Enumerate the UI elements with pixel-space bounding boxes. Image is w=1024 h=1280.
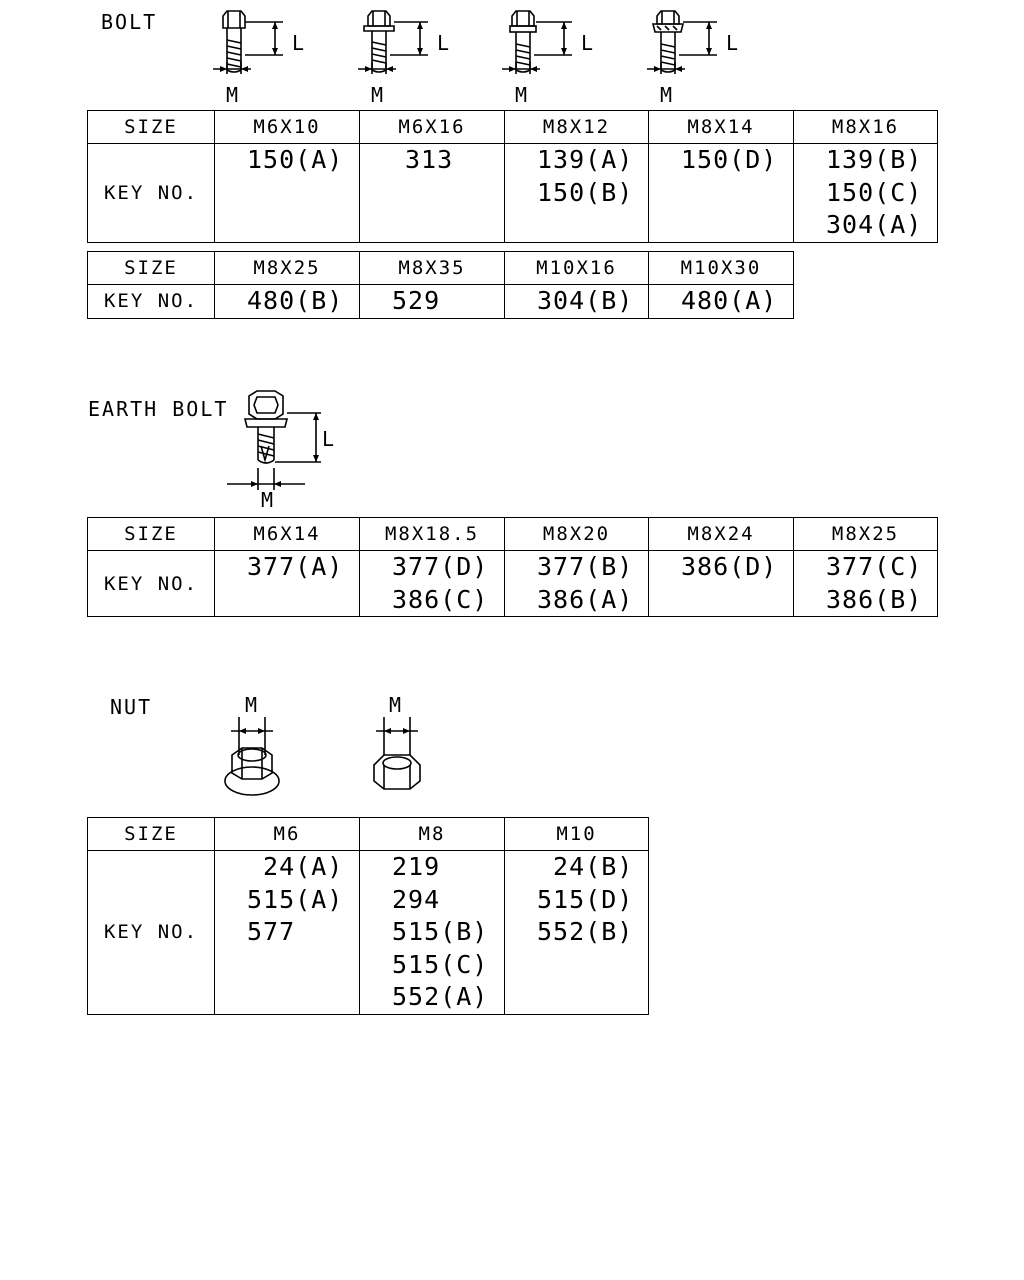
key-no-label: KEY NO. bbox=[88, 551, 215, 617]
key-no-label: KEY NO. bbox=[88, 144, 215, 243]
bolt-hex-icon bbox=[205, 6, 315, 106]
key-number: 24(A) bbox=[247, 852, 344, 881]
size-cell: M8X25 bbox=[794, 518, 938, 551]
key-number: 386(C) bbox=[392, 584, 489, 614]
key-no-label: KEY NO. bbox=[88, 851, 215, 1015]
key-number: 552(B) bbox=[537, 917, 634, 946]
key-cell bbox=[649, 551, 794, 617]
key-number: 24(B) bbox=[537, 852, 634, 881]
key-number: 139(B) bbox=[826, 145, 923, 174]
key-cell bbox=[360, 144, 505, 243]
key-number: 219 bbox=[392, 852, 441, 881]
bolt4-dim-m: M bbox=[660, 83, 675, 107]
key-cell bbox=[794, 144, 938, 243]
key-cell bbox=[505, 144, 649, 243]
size-cell: M8X16 bbox=[794, 111, 938, 144]
nut2-dim-m: M bbox=[389, 693, 404, 717]
key-number: 150(D) bbox=[681, 145, 778, 174]
size-cell: M8X18.5 bbox=[360, 518, 505, 551]
key-number: 150(A) bbox=[247, 145, 344, 174]
size-cell: M10X16 bbox=[505, 252, 649, 285]
nut-size-table bbox=[87, 817, 649, 1015]
key-number: 139(A) bbox=[537, 145, 634, 174]
bolt2-dim-l: L bbox=[437, 31, 452, 55]
key-cell bbox=[649, 285, 794, 319]
table-row bbox=[88, 818, 649, 851]
bolt2-dim-m: M bbox=[371, 83, 386, 107]
key-number: 377(B) bbox=[537, 552, 634, 581]
key-cell bbox=[215, 551, 360, 617]
key-number: 577 bbox=[247, 917, 296, 946]
key-number: 313 bbox=[405, 145, 454, 174]
bolt-lock-flange-icon bbox=[639, 6, 749, 106]
earth-bolt-dim-l: L bbox=[322, 427, 337, 451]
bolt-size-table-1 bbox=[87, 110, 938, 243]
key-number: 480(A) bbox=[681, 286, 778, 315]
key-number: 377(A) bbox=[247, 552, 344, 581]
key-number: 552(A) bbox=[392, 982, 489, 1011]
table-row bbox=[88, 285, 794, 319]
table-row bbox=[88, 252, 794, 285]
size-cell: M8X14 bbox=[649, 111, 794, 144]
key-cell bbox=[794, 551, 938, 617]
size-cell: M8X25 bbox=[215, 252, 360, 285]
size-cell: M8X35 bbox=[360, 252, 505, 285]
table-row bbox=[88, 144, 938, 243]
size-cell: M8X20 bbox=[505, 518, 649, 551]
hex-nut-icon bbox=[360, 715, 440, 805]
key-number: 386(B) bbox=[826, 584, 923, 614]
key-number: 304(A) bbox=[826, 210, 923, 239]
flange-nut-icon bbox=[215, 715, 295, 805]
key-number: 377(C) bbox=[826, 552, 923, 581]
nut-title: NUT bbox=[110, 695, 153, 719]
key-number: 515(B) bbox=[392, 917, 489, 946]
earth-bolt-size-table bbox=[87, 517, 938, 617]
size-cell: M8X12 bbox=[505, 111, 649, 144]
key-cell bbox=[505, 851, 649, 1015]
bolt3-dim-m: M bbox=[515, 83, 530, 107]
bolt4-dim-l: L bbox=[726, 31, 741, 55]
key-cell bbox=[215, 851, 360, 1015]
size-label: SIZE bbox=[88, 518, 215, 551]
size-cell: M10X30 bbox=[649, 252, 794, 285]
key-number: 529 bbox=[392, 286, 441, 315]
size-cell: M8 bbox=[360, 818, 505, 851]
bolt1-dim-m: M bbox=[226, 83, 241, 107]
key-cell bbox=[360, 285, 505, 319]
key-no-label: KEY NO. bbox=[88, 285, 215, 319]
key-cell bbox=[505, 551, 649, 617]
key-number: 304(B) bbox=[537, 286, 634, 315]
key-cell bbox=[649, 144, 794, 243]
key-number: 515(A) bbox=[247, 884, 344, 914]
key-cell bbox=[215, 285, 360, 319]
bolt-size-table-2 bbox=[87, 251, 794, 319]
nut1-dim-m: M bbox=[245, 693, 260, 717]
key-number: 377(D) bbox=[392, 552, 489, 581]
bolt-title: BOLT bbox=[101, 10, 158, 34]
bolt-flange-icon bbox=[350, 6, 460, 106]
earth-bolt-title: EARTH BOLT bbox=[88, 397, 229, 421]
key-number: 480(B) bbox=[247, 286, 344, 315]
size-label: SIZE bbox=[88, 818, 215, 851]
size-cell: M6X14 bbox=[215, 518, 360, 551]
size-cell: M6 bbox=[215, 818, 360, 851]
table-row bbox=[88, 551, 938, 617]
key-number: 294 bbox=[392, 884, 441, 914]
key-cell bbox=[505, 285, 649, 319]
key-number: 150(B) bbox=[537, 177, 634, 207]
table-row bbox=[88, 518, 938, 551]
bolt1-dim-l: L bbox=[292, 31, 307, 55]
key-number: 515(C) bbox=[392, 949, 489, 979]
table-row bbox=[88, 111, 938, 144]
key-cell bbox=[360, 551, 505, 617]
size-cell: M10 bbox=[505, 818, 649, 851]
size-label: SIZE bbox=[88, 252, 215, 285]
table-row bbox=[88, 851, 649, 1015]
size-cell: M6X16 bbox=[360, 111, 505, 144]
key-number: 386(A) bbox=[537, 584, 634, 614]
size-cell: M8X24 bbox=[649, 518, 794, 551]
size-label: SIZE bbox=[88, 111, 215, 144]
bolt-washer-icon bbox=[494, 6, 604, 106]
key-number: 150(C) bbox=[826, 177, 923, 207]
key-cell bbox=[360, 851, 505, 1015]
size-cell: M6X10 bbox=[215, 111, 360, 144]
key-number: 386(D) bbox=[681, 552, 778, 581]
earth-bolt-dim-m: M bbox=[261, 488, 276, 512]
key-cell bbox=[215, 144, 360, 243]
key-number: 515(D) bbox=[537, 884, 634, 914]
bolt3-dim-l: L bbox=[581, 31, 596, 55]
